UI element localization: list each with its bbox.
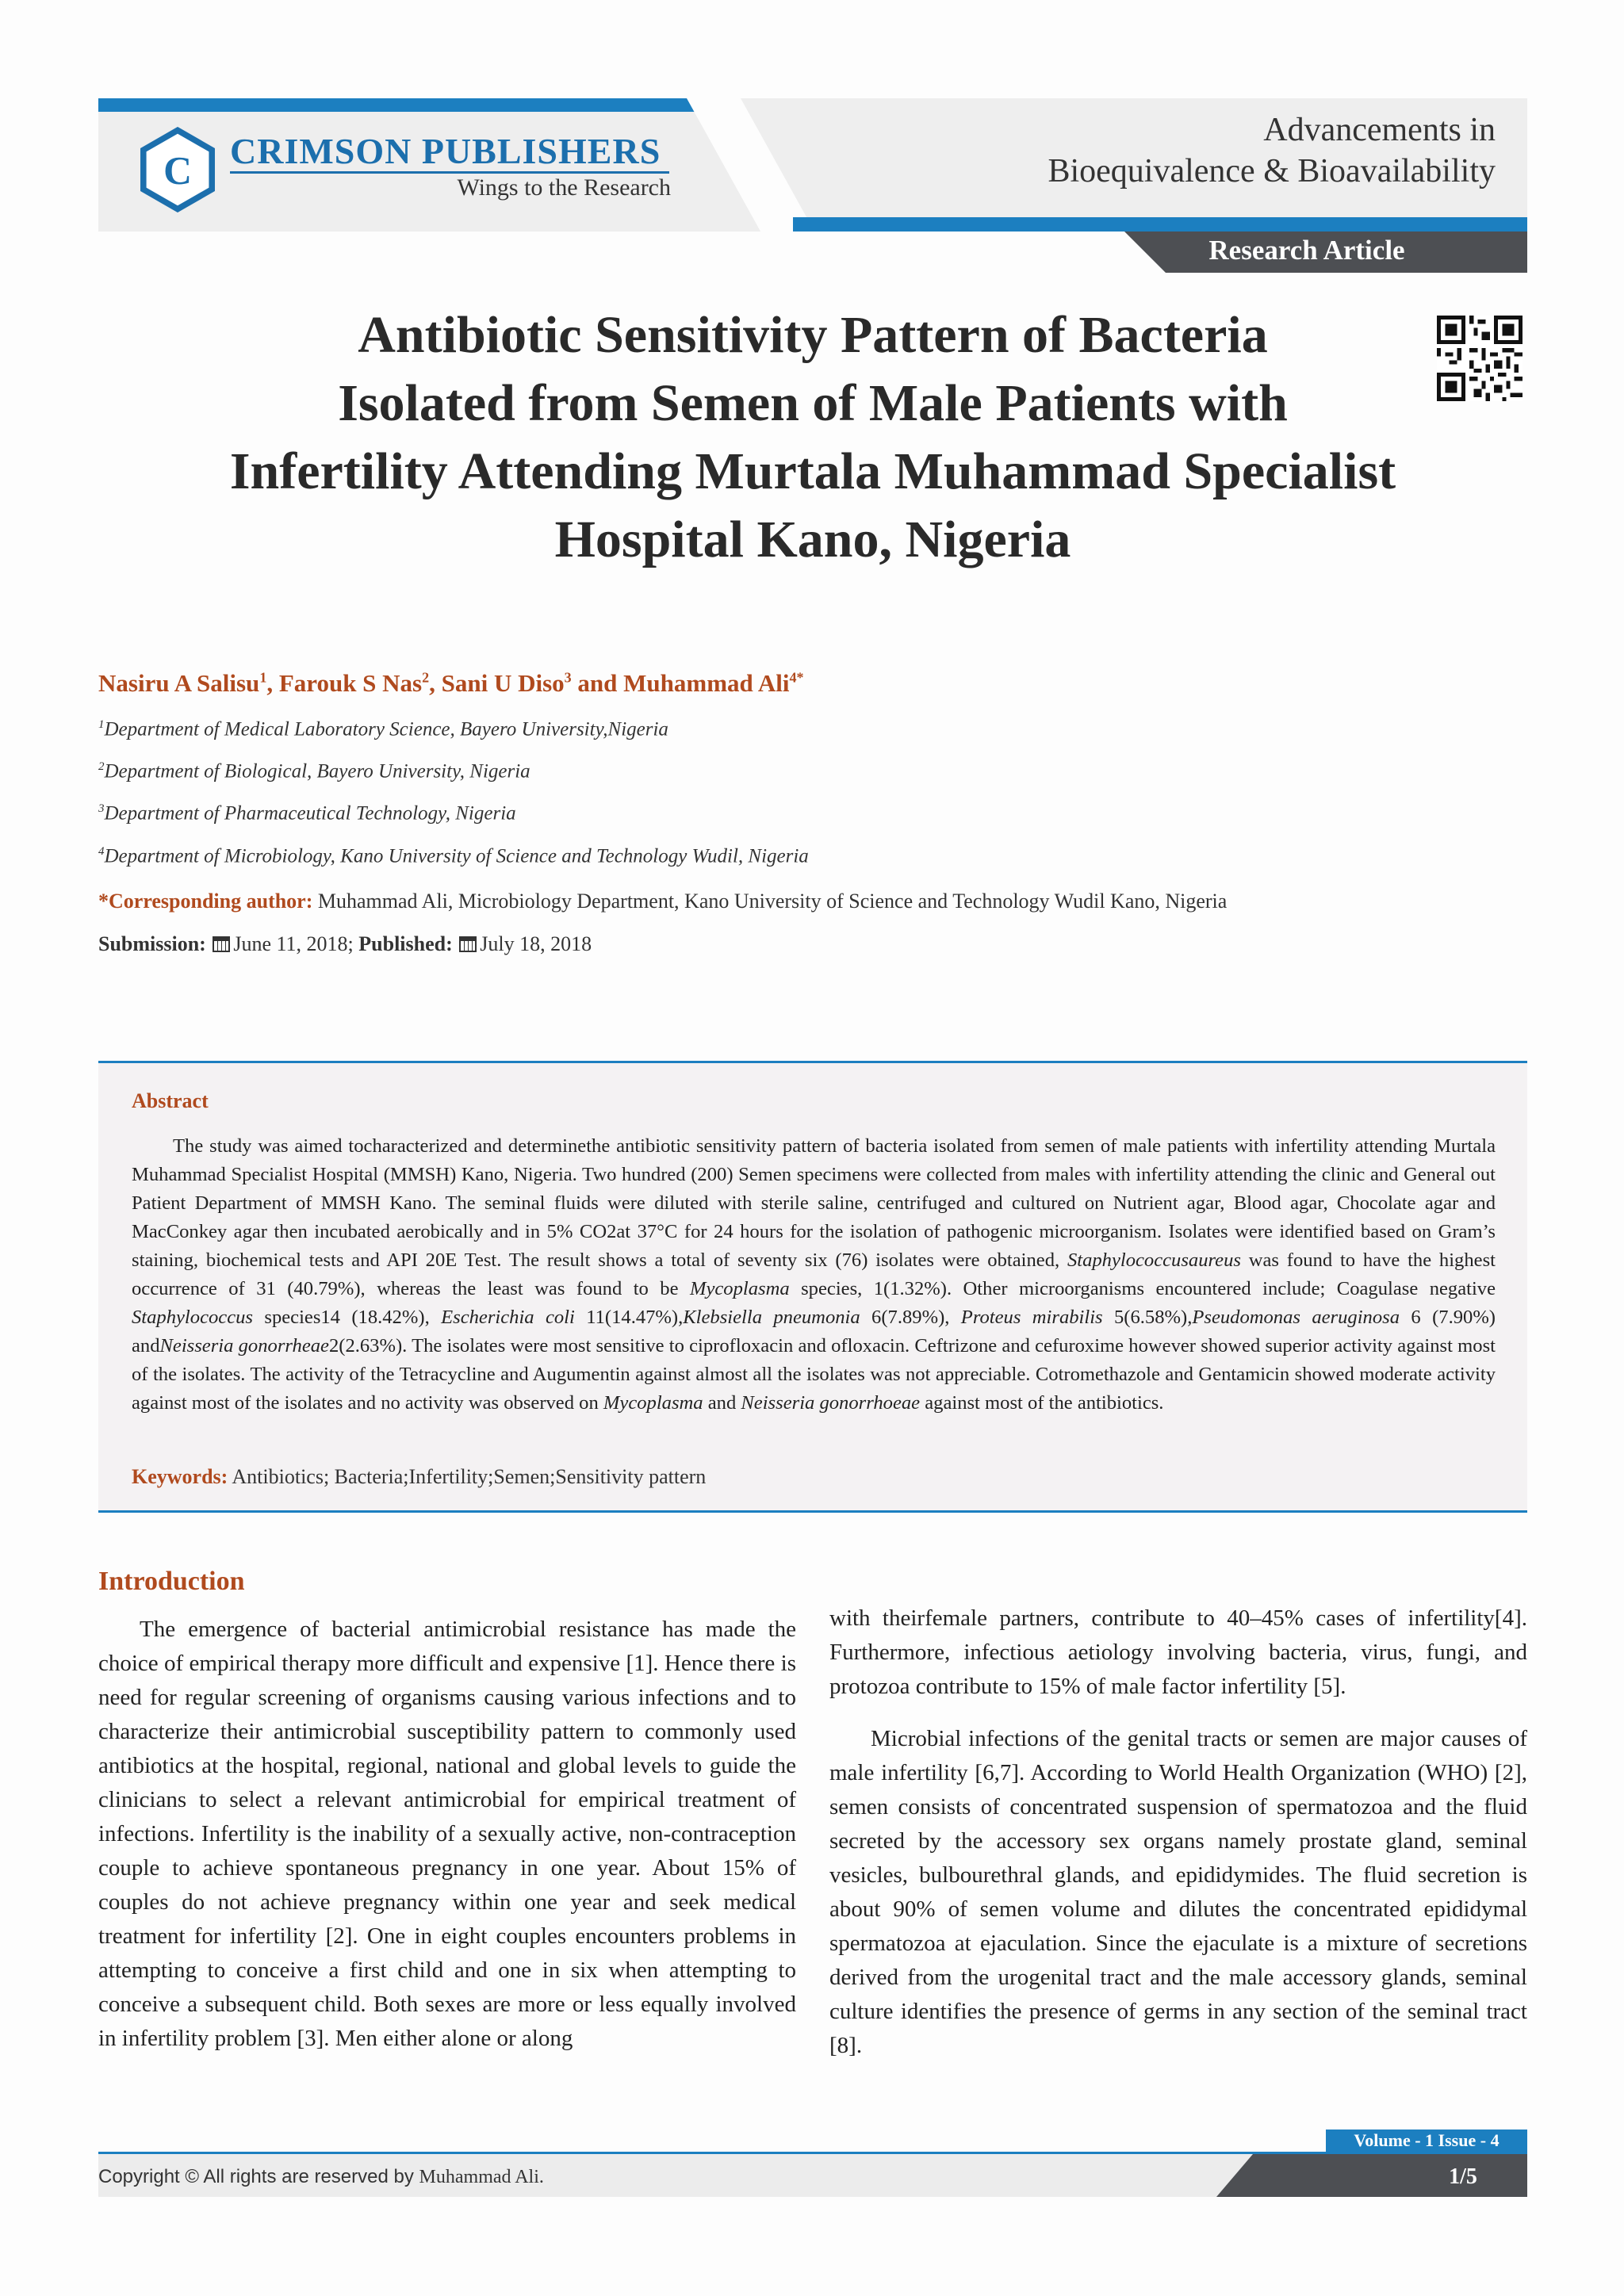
corresponding-label: *Corresponding author: [98,890,313,913]
author-name[interactable]: Farouk S Nas [278,669,423,697]
abstract-heading: Abstract [132,1089,209,1112]
keywords [132,1465,706,1489]
title-line: Antibiotic Sensitivity Pattern of Bacteria [358,306,1268,364]
title-line: Hospital Kano, Nigeria [554,511,1071,568]
abstract-body: The study was aimed tocharacterized and determinethe antibiotic sensitivity pattern of bacteria isolated from semen of male patients with infertility attending Murtala Muhammad Specialist Hospital (MMSH) Kano, Nigeria. Two hundred (200) Semen specimens were collected from males with infertility attending the clinic and General out Patient Department of MMSH Kano. The seminal fluids were diluted with sterile saline, centrifuged and cultured on Nutrient agar, Blood agar, Chocolate agar and MacConkey agar then incubated aerobically and in 5% CO2at 37°C for 24 hours for the isolation of pathogenic microorganism. Isolates were identified based on Gram’s staining, biochemical tests and API 20E Test. The result shows a total of seventy six (76) isolates were obtained, Staphylococcusaureus was found to have the highest occurrence of 31 (40.79%), whereas the least was found to be Mycoplasma species, 1(1.32%). Other microorganisms encountered include; Coagulase negative Staphylococcus species14 (18.42%), Escherichia coli 11(14.47%),Klebsiella pneumonia 6(7.89%), Proteus mirabilis 5(6.58%),Pseudomonas aeruginosa 6 (7.90%) andNeisseria gonorrheae2(2.63%). The isolates were most sensitive to ciprofloxacin and ofloxacin. Ceftrizone and cefuroxime however showed superior activity against most of the isolates. The activity of the Tetracycline and Augumentin against almost all the isolates was not appreciable. Cotromethazole and Gentamicin showed moderate activity against most of the isolates and no activity was observed on Mycoplasma and Neisseria gonorrhoeae against most of the antibiotics. [132,1135,1496,1414]
author-name[interactable]: Muhammad Ali [623,669,790,697]
published-label: Published: [358,932,453,955]
header-bottom-accent-bar [793,217,1527,232]
publisher-tagline: Wings to the Research [457,174,671,201]
volume-issue-badge: Volume - 1 Issue - 4 [1326,2130,1527,2152]
introduction-heading: Introduction [98,1567,245,1596]
journal-name-line2: Bioequivalence & Bioavailability [1048,153,1496,189]
affiliation: $^1$Department of Medical Laboratory Science, Bayero University,Nigeria [98,718,668,740]
intro-paragraph-left: The emergence of bacterial antimicrobial resistance has made the choice of empirical therapy more difficult and expensive [1]. Hence there is need for regular screening of organisms causing various infections and to characterize their antimicrobial susceptibility pattern to commonly used antibiotics at the hospital, regional, national and global levels to guide the clinicians to select a relevant antimicrobial for empirical treatment of infections. Infertility is the inability of a sexually active, non-contraception couple to achieve spontaneous pregnancy in one year. About 15% of couples do not achieve pregnancy within one year and seek medical treatment for infertility [2]. One in eight couples encounters problems in attempting to conceive a first child and one in six when attempting to conceive a subsequent child. Both sexes are more or less equally involved in infertility problem [3]. Men either alone or along [98,1617,796,2051]
calendar-icon [213,936,230,952]
page-number: 1/5 [1449,2164,1477,2189]
intro-paragraph-right-continued: with theirfemale partners, contribute to 40–45% cases of infertility[4]. Furthermore, infectious aetiology involving bacteria, virus, fungi, and protozoa contribute to 15% of male factor infertility [5]. [829,1605,1527,1699]
submission-date: June 11, 2018; [233,932,354,955]
calendar-icon [459,936,477,952]
article-type-label: Research Article [1208,235,1405,266]
keywords-text: Antibiotics; Bacteria;Infertility;Semen;Sensitivity pattern [232,1465,707,1488]
copyright-notice: Copyright © All rights are reserved by Muhammad Ali. [98,2166,544,2187]
article-title [143,301,1483,574]
published-date: July 18, 2018 [480,932,592,955]
title-line: Isolated from Semen of Male Patients with [338,374,1288,432]
affiliation: $^2$Department of Biological, Bayero University, Nigeria [98,760,530,783]
author-name[interactable]: Nasiru A Salisu [98,669,260,697]
keywords-label: Keywords: [132,1465,228,1488]
affiliation: $^3$Department of Pharmaceutical Technology, Nigeria [98,802,516,825]
affiliation: $^4$Department of Microbiology, Kano University of Science and Technology Wudil, Nigeria [98,845,809,867]
corresponding-author [98,890,1227,913]
submission-label: Submission: [98,932,206,955]
header-top-accent-bar [98,98,710,112]
publication-dates [98,932,592,956]
crimson-logo-icon [135,127,220,212]
publisher-underline [230,171,669,174]
logo-letter: C [163,148,192,193]
author-name[interactable]: Sani U Diso [441,669,565,697]
journal-name [952,109,1496,192]
qr-code-icon[interactable] [1437,316,1522,401]
title-line: Infertility Attending Murtala Muhammad Specialist [229,442,1396,500]
corresponding-text: Muhammad Ali, Microbiology Department, Kano University of Science and Technology Wudil Kano, Nigeria [317,890,1228,913]
journal-name-line1: Advancements in [1263,112,1496,148]
publisher-name: CRIMSON PUBLISHERS [230,131,661,171]
author-list: Nasiru A Salisu$^1$, Farouk S Nas$^2$, Sani U Diso$^3$ and Muhammad Ali$^{4*}$ [98,669,804,697]
intro-paragraph-right: Microbial infections of the genital tracts or semen are major causes of male infertility [6,7]. According to World Health Organization (WHO) [2], semen consists of concentrated suspension of spermatozoa and the fluid secreted by the accessory sex organs namely prostate gland, seminal vesicles, bulbourethral glands, and epididymides. The fluid secretion is about 90% of semen volume and dilutes the concentrated epididymal spermatozoa at ejaculation. Since the ejaculate is a mixture of secretions derived from the urogenital tract and the male accessory glands, seminal culture identifies the presence of germs in any section of the seminal tract [8]. [829,1726,1527,2058]
